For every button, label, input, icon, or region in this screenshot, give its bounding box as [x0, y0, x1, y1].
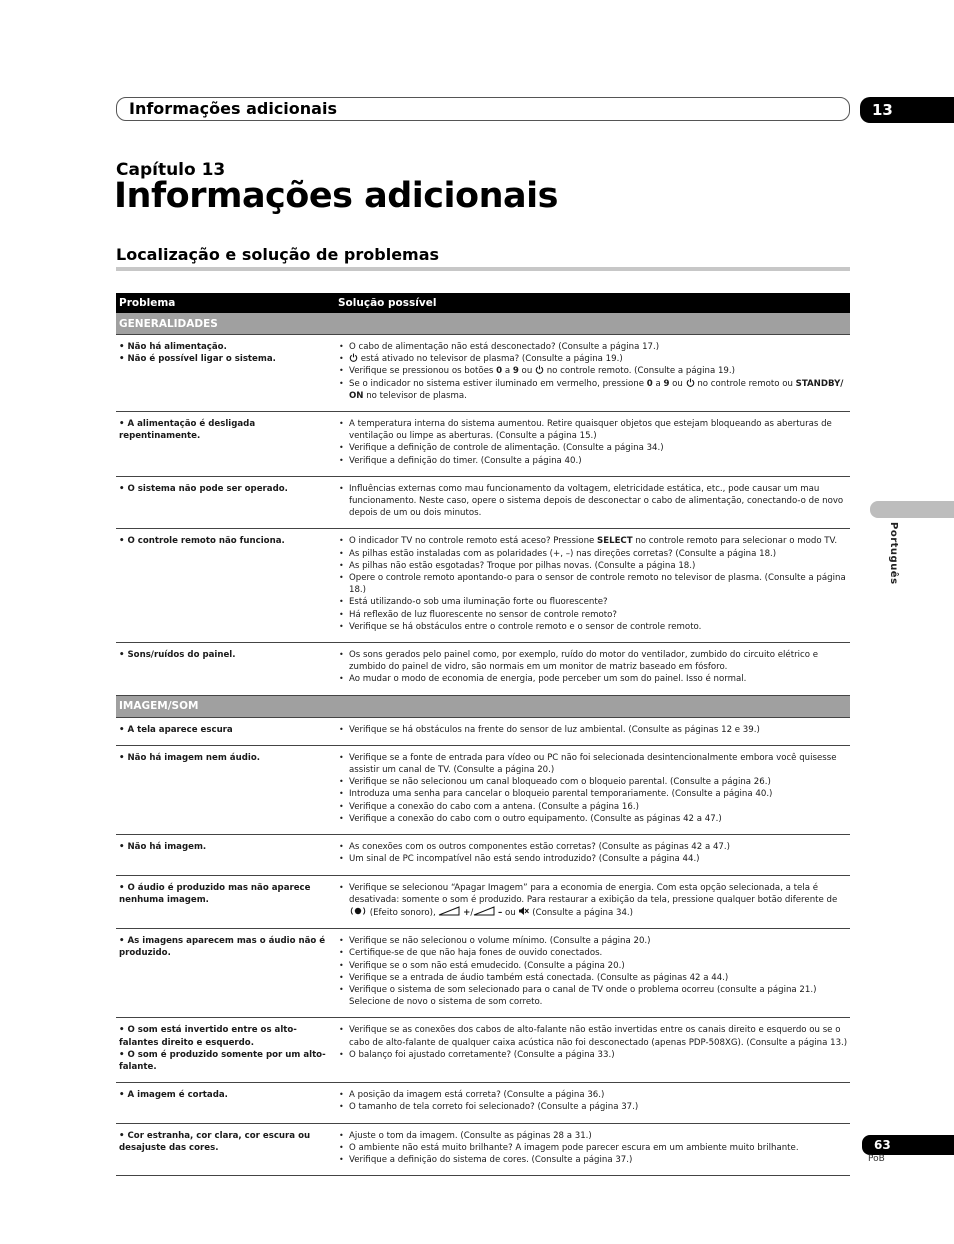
volume-wedge-icon: [473, 906, 495, 916]
solution-item: • Verifique se há obstáculos na frente do sensor de luz ambiental. (Consulte as páginas 12 e 39.): [338, 724, 850, 736]
section-title: Localização e solução de problemas: [116, 245, 440, 264]
chapter-number-tab: [860, 97, 954, 123]
solution-cell: [338, 835, 850, 875]
solution-item: • Verifique a conexão do cabo com a antena. (Consulte a página 16.): [338, 801, 850, 813]
solution-cell: [338, 643, 850, 696]
problem-text: • Não há imagem nem áudio.: [119, 752, 260, 763]
solution-item: • Verifique se a entrada de áudio também está conectada. (Consulte as páginas 42 a 44.): [338, 972, 850, 984]
problem-text: • Não é possível ligar o sistema.: [119, 354, 276, 365]
table-row: [116, 1018, 850, 1083]
table-header-row: [116, 293, 850, 313]
problem-cell: [116, 529, 338, 643]
mute-icon: [518, 906, 529, 916]
volume-wedge-icon: [438, 906, 460, 916]
solution-item: • As pilhas não estão esgotadas? Troque por pilhas novas. (Consulte a página 18.): [338, 560, 850, 572]
problem-cell: [116, 1018, 338, 1083]
solution-item: • Influências externas como mau funcionamento da voltagem, eletricidade estática, etc., pode causar um mau funcionamento. Neste caso, opere o sistema depois de desconectar o cabo de alimentação, conectando-o de novo depois de um ou dois minutos.: [338, 483, 850, 520]
page-language-code: PoB: [868, 1154, 885, 1164]
table-row: [116, 717, 850, 745]
solution-cell: [338, 929, 850, 1018]
solution-item: • Opere o controle remoto apontando-o para o sensor de controle remoto no televisor de plasma. (Consulte a página 18.): [338, 572, 850, 596]
problem-text: • O sistema não pode ser operado.: [119, 483, 288, 494]
category-name: GENERALIDADES: [116, 313, 850, 335]
problem-cell: [116, 412, 338, 477]
running-header-title: Informações adicionais: [129, 99, 337, 118]
solution-item: • Um sinal de PC incompatível não está sendo introduzido? (Consulte a página 44.): [338, 853, 850, 865]
solution-item: • O cabo de alimentação não está desconectado? (Consulte a página 17.): [338, 341, 850, 353]
solution-item: • Certifique-se de que não haja fones de ouvido conectados.: [338, 947, 850, 959]
problem-cell: [116, 929, 338, 1018]
problem-text: • As imagens aparecem mas o áudio não é produzido.: [119, 936, 326, 959]
solution-item: • O balanço foi ajustado corretamente? (Consulte a página 33.): [338, 1049, 850, 1061]
problem-text: • A alimentação é desligada repentinamente.: [119, 419, 256, 442]
problem-cell: [116, 335, 338, 412]
solution-item: • Ajuste o tom da imagem. (Consulte as páginas 28 a 31.): [338, 1130, 850, 1142]
solution-item: • Verifique a definição do sistema de cores. (Consulte a página 37.): [338, 1154, 850, 1166]
table-row: [116, 835, 850, 875]
solution-item: • A posição da imagem está correta? (Consulte a página 36.): [338, 1089, 850, 1101]
solution-item: • Introduza uma senha para cancelar o bloqueio parental temporariamente. (Consulte a página 40.): [338, 788, 850, 800]
solution-item: • Há reflexão de luz fluorescente no sensor de controle remoto?: [338, 609, 850, 621]
solution-cell: [338, 335, 850, 412]
page-number: 63: [874, 1138, 891, 1152]
section-divider: [116, 267, 850, 271]
solution-item: • As pilhas estão instaladas com as polaridades (+, –) nas direções corretas? (Consulte a página 18.): [338, 548, 850, 560]
solution-item: • Ao mudar o modo de economia de energia, pode perceber um som do painel. Isso é normal.: [338, 673, 850, 685]
problem-text: • Cor estranha, cor clara, cor escura ou desajuste das cores.: [119, 1130, 311, 1153]
chapter-title: Informações adicionais: [114, 176, 558, 216]
solution-item: • Verifique se selecionou “Apagar Imagem” para a economia de energia. Com esta opção selecionada, a tela é desativada: somente o som é produzido. Para restaurar a exibição da tela, pressione qualquer botão diferente de (Efeito sonoro), +/ – ou (Consulte a página 34.): [338, 882, 850, 920]
solution-item: • está ativado no televisor de plasma? (Consulte a página 19.): [338, 353, 850, 365]
solution-item: • Verifique se as conexões dos cabos de alto-falante não estão invertidas entre os canais direito e esquerdo ou se o cabo de alto-falante de qualquer caixa acústica não foi desconectado (apenas PDP-508XG). (Consulte a página 13.): [338, 1024, 850, 1048]
surround-effect-icon: [349, 906, 367, 916]
table-row: [116, 476, 850, 529]
solution-item: • Verifique se não selecionou um canal bloqueado com o bloqueio parental. (Consulte a página 26.): [338, 776, 850, 788]
solution-item: • Verifique se o som não está emudecido. (Consulte a página 20.): [338, 960, 850, 972]
solution-item: • O ambiente não está muito brilhante? A imagem pode parecer escura em um ambiente muito brilhante.: [338, 1142, 850, 1154]
solution-item: • Os sons gerados pelo painel como, por exemplo, ruído do motor do ventilador, zumbido do circuito elétrico e zumbido do painel de vidro, são normais em um monitor de matriz baseado em fósforo.: [338, 649, 850, 673]
solution-cell: [338, 1123, 850, 1176]
solution-cell: [338, 476, 850, 529]
problem-text: • Não há alimentação.: [119, 342, 227, 352]
problem-text: • Não há imagem.: [119, 842, 207, 853]
chapter-label: Capítulo 13: [116, 160, 226, 180]
troubleshooting-table: [116, 293, 850, 1176]
table-row: [116, 929, 850, 1018]
problem-cell: [116, 745, 338, 834]
problem-text: • O som é produzido somente por um alto-falante.: [119, 1049, 326, 1072]
table-row: [116, 529, 850, 643]
problem-text: • A tela aparece escura: [119, 724, 233, 735]
language-label: Português: [888, 522, 899, 585]
chapter-number: 13: [872, 101, 893, 119]
problem-text: • Sons/ruídos do painel.: [119, 650, 236, 661]
solution-item: • Verifique a conexão do cabo com o outro equipamento. (Consulte as páginas 42 a 47.): [338, 813, 850, 825]
table-row: [116, 1123, 850, 1176]
column-header-solution: Solução possível: [338, 293, 850, 313]
solution-cell: [338, 412, 850, 477]
solution-item: • O tamanho de tela correto foi selecionado? (Consulte a página 37.): [338, 1101, 850, 1113]
page-number-tab: [862, 1135, 954, 1155]
power-icon: [535, 365, 544, 374]
language-side-tab: [870, 501, 954, 518]
problem-cell: [116, 717, 338, 745]
power-icon: [686, 378, 695, 387]
problem-text: • A imagem é cortada.: [119, 1090, 228, 1101]
power-icon: [349, 353, 358, 362]
problem-cell: [116, 1123, 338, 1176]
table-row: [116, 643, 850, 696]
solution-cell: [338, 1083, 850, 1123]
category-name: IMAGEM/SOM: [116, 695, 850, 717]
problem-text: • O áudio é produzido mas não aparece nenhuma imagem.: [119, 882, 311, 905]
solution-cell: [338, 875, 850, 929]
table-row: [116, 1083, 850, 1123]
solution-cell: [338, 529, 850, 643]
problem-cell: [116, 875, 338, 929]
solution-item: • A temperatura interna do sistema aumentou. Retire quaisquer objetos que estejam bloqueando as aberturas de ventilação ou limpe as aberturas. (Consulte a página 15.): [338, 418, 850, 442]
solution-item: • Se o indicador no sistema estiver iluminado em vermelho, pressione 0 a 9 ou no controle remoto ou STANDBY/ ON no televisor de plasma.: [338, 378, 850, 402]
problem-cell: [116, 476, 338, 529]
category-row: [116, 313, 850, 335]
solution-item: • Está utilizando-o sob uma iluminação forte ou fluorescente?: [338, 596, 850, 608]
solution-item: • Verifique se não selecionou o volume mínimo. (Consulte a página 20.): [338, 935, 850, 947]
solution-item: • O indicador TV no controle remoto está aceso? Pressione SELECT no controle remoto para selecionar o modo TV.: [338, 535, 850, 547]
problem-cell: [116, 1083, 338, 1123]
problem-text: • O som está invertido entre os alto-falantes direito e esquerdo.: [119, 1025, 297, 1048]
solution-item: • Verifique se há obstáculos entre o controle remoto e o sensor de controle remoto.: [338, 621, 850, 633]
table-row: [116, 335, 850, 412]
problem-cell: [116, 835, 338, 875]
solution-item: • Verifique se pressionou os botões 0 a 9 ou no controle remoto. (Consulte a página 19.): [338, 365, 850, 377]
category-row: [116, 695, 850, 717]
column-header-problem: Problema: [116, 293, 338, 313]
solution-item: • Verifique a definição do timer. (Consulte a página 40.): [338, 455, 850, 467]
problem-cell: [116, 643, 338, 696]
solution-item: • Verifique se a fonte de entrada para vídeo ou PC não foi selecionada desintencionalmente embora você quisesse assistir um canal de TV. (Consulte a página 20.): [338, 752, 850, 776]
table-row: [116, 412, 850, 477]
solution-cell: [338, 717, 850, 745]
solution-cell: [338, 745, 850, 834]
problem-text: • O controle remoto não funciona.: [119, 536, 285, 547]
table-row: [116, 745, 850, 834]
running-header: [116, 97, 850, 121]
solution-cell: [338, 1018, 850, 1083]
solution-item: • As conexões com os outros componentes estão corretas? (Consulte as páginas 42 a 47.): [338, 841, 850, 853]
solution-item: • Verifique a definição de controle de alimentação. (Consulte a página 34.): [338, 442, 850, 454]
solution-item: • Verifique o sistema de som selecionado para o canal de TV onde o problema ocorreu (consulte a página 21.) Selecione de novo o sistema de som correto.: [338, 984, 850, 1008]
table-row: [116, 875, 850, 929]
